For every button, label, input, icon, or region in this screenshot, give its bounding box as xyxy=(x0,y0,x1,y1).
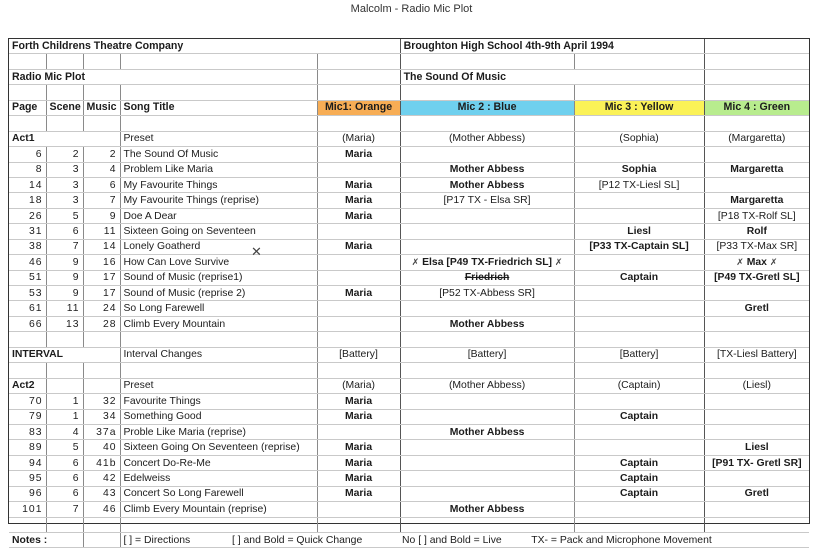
interval-row: INTERVAL Interval Changes [Battery] [Battery] [Battery] [TX-Liesl Battery] xyxy=(9,347,809,362)
cross-mark-icon: ✗ xyxy=(411,256,420,267)
struck-friedrich: Friedrich xyxy=(464,272,510,284)
table-row: 18 3 7 My Favourite Things (reprise) Maria [P17 TX - Elsa SR] Margaretta xyxy=(9,193,809,208)
act-label: Act2 xyxy=(9,378,46,393)
column-header-row xyxy=(9,100,809,115)
table-row: 53 9 17 Sound of Music (reprise 2) Maria [P52 TX-Abbess SR] xyxy=(9,286,809,301)
table-row: 51 9 17 Sound of Music (reprise1) Friedrich Captain [P49 TX-Gretl SL] xyxy=(9,270,809,285)
col-mic4-green: Mic 4 : Green xyxy=(704,100,809,115)
note-directions: [ ] = Directions xyxy=(123,534,191,546)
show-title: The Sound Of Music xyxy=(400,69,704,84)
venue-dates: Broughton High School 4th-9th April 1994 xyxy=(400,39,704,54)
mic-plot-sheet xyxy=(8,38,810,546)
table-row: 101 7 46 Climb Every Mountain (reprise) Mother Abbess xyxy=(9,502,809,517)
note-quick-change: [ ] and Bold = Quick Change xyxy=(231,534,363,546)
table-row: 94 6 41b Concert Do-Re-Me Maria Captain [P91 TX- Gretl SR] xyxy=(9,455,809,470)
table-row: 83 4 37a Proble Like Maria (reprise) Mother Abbess xyxy=(9,424,809,439)
act2-preset-row: Act2 Preset (Maria) (Mother Abbess) (Captain) (Liesl) xyxy=(9,378,809,393)
table-row: 61 11 24 So Long Farewell Gretl xyxy=(9,301,809,316)
header-row-company xyxy=(9,39,809,54)
doc-title: Radio Mic Plot xyxy=(9,69,317,84)
table-row: 70 1 32 Favourite Things Maria xyxy=(9,394,809,409)
col-music: Music xyxy=(83,100,120,115)
table-row: 96 6 43 Concert So Long Farewell Maria Captain Gretl xyxy=(9,486,809,501)
act-label: Act1 xyxy=(9,131,120,146)
col-scene: Scene xyxy=(46,100,83,115)
cross-mark-icon: ✗ xyxy=(554,256,563,267)
table-row: 95 6 42 Edelweiss Maria Captain xyxy=(9,471,809,486)
note-live: No [ ] and Bold = Live xyxy=(402,534,502,546)
table-row: 6 2 2 The Sound Of Music Maria xyxy=(9,147,809,162)
act1-preset-row: Act1 Preset (Maria) (Mother Abbess) (Sophia) (Margaretta) xyxy=(9,131,809,146)
table-row: 38 7 14 Lonely Goatherd Maria [P33 TX-Captain SL] [P33 TX-Max SR] xyxy=(9,239,809,254)
interval-label: INTERVAL xyxy=(9,347,120,362)
table-row: 66 13 28 Climb Every Mountain Mother Abbess xyxy=(9,316,809,331)
notes-label: Notes : xyxy=(9,533,83,548)
mic2-elsa-friedrich: ✗ Elsa [P49 TX-Friedrich SL] ✗ xyxy=(400,255,574,270)
page-header: Malcolm - Radio Mic Plot xyxy=(350,3,473,15)
cross-mark-icon: ✗ xyxy=(769,256,778,267)
header-row-title xyxy=(9,69,809,84)
company-name: Forth Childrens Theatre Company xyxy=(9,39,400,54)
pencil-cross-icon: ✕ xyxy=(251,244,262,259)
col-mic2-blue: Mic 2 : Blue xyxy=(400,100,574,115)
col-song-title: Song Title xyxy=(120,100,317,115)
table-row: 31 6 11 Sixteen Going on Seventeen Liesl Rolf xyxy=(9,224,809,239)
table-row: 46 9 16 How Can Love Survive ✗ Elsa [P49 TX-Friedrich SL] ✗ ✗ Max ✗ xyxy=(9,255,809,270)
mic4-max: ✗ Max ✗ xyxy=(704,255,809,270)
col-mic3-yellow: Mic 3 : Yellow xyxy=(574,100,704,115)
table-row: 89 5 40 Sixteen Going On Seventeen (reprise) Maria Liesl xyxy=(9,440,809,455)
col-page: Page xyxy=(9,100,46,115)
cross-mark-icon: ✗ xyxy=(736,256,744,267)
table-row: 14 3 6 My Favourite Things Maria Mother Abbess [P12 TX-Liesl SL] xyxy=(9,177,809,192)
table-row: 26 5 9 Doe A Dear Maria [P18 TX-Rolf SL] xyxy=(9,208,809,223)
note-tx: TX- = Pack and Microphone Movement xyxy=(531,534,712,546)
table-row: 79 1 34 Something Good Maria Captain xyxy=(9,409,809,424)
col-mic1-orange: Mic1: Orange xyxy=(317,100,400,115)
table-row: 8 3 4 Problem Like Maria Mother Abbess Sophia Margaretta xyxy=(9,162,809,177)
mic-plot-table xyxy=(9,39,809,548)
